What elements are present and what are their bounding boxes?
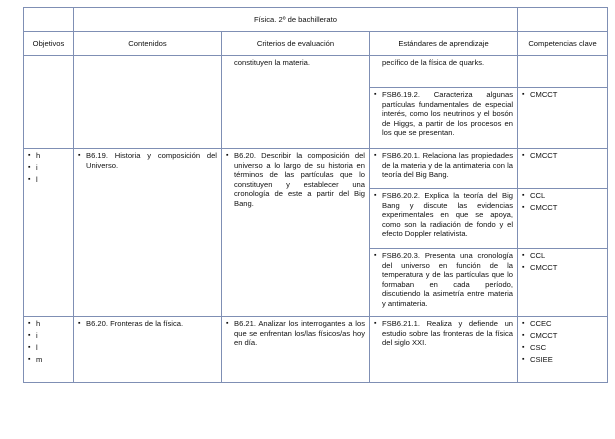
criterion-text: B6.21. Analizar los interrogantes a los que se enfrentan los/las físicos/as hoy en día.: [234, 319, 365, 348]
table-title: Física. 2º de bachillerato: [74, 8, 518, 32]
competencias-cell: [518, 56, 608, 88]
table-row: [24, 56, 608, 88]
contenidos-cell: ▪ B6.20. Fronteras de la física.: [74, 317, 222, 383]
competence-item: CSIEE: [530, 355, 553, 364]
competence-item: CMCCT: [530, 90, 558, 99]
curriculum-table: [23, 7, 608, 383]
blank-corner-cell: [518, 8, 608, 32]
standard-cell: ▪ FSB6.20.1. Relaciona las propiedades de la materia y de la antimateria con la teoría del Big Bang.: [370, 149, 518, 189]
header-criterios: Criterios de evaluación: [222, 32, 370, 56]
standard-text: FSB6.19.2. Caracteriza algunas partículas fundamentales de especial interés, como los neutrinos y el bosón de Higgs, a partir de los procesos en los que se presentan.: [382, 90, 514, 138]
standard-text: FSB6.20.3. Presenta una cronología del universo en función de la temperatura y de las partículas que lo formaban en cada período, discutiendo la asimetría entre materia y antimateria.: [382, 251, 514, 308]
objective-item: i: [36, 163, 38, 172]
contenidos-cell: [74, 56, 222, 149]
objetivos-cell: ▪ h ▪ i ▪ l: [24, 149, 74, 317]
standard-cell: ▪ FSB6.21.1. Realiza y defiende un estudio sobre las fronteras de la física del siglo XXI.: [370, 317, 518, 383]
header-competencias: Competencias clave: [518, 32, 608, 56]
competencias-cell: ▪ CMCCT: [518, 88, 608, 149]
competencias-cell: ▪ CMCCT: [518, 149, 608, 189]
competence-item: CMCCT: [530, 203, 558, 212]
criterion-text: B6.20. Describir la composición del universo a lo largo de su historia en términos de las partículas que lo constituyen y establecer una cronología de este a partir del Big Bang.: [234, 151, 365, 208]
competence-item: CCEC: [530, 319, 552, 328]
criterios-cell: ▪ B6.20. Describir la composición del universo a lo largo de su historia en términos de las partículas que lo constituyen y establecer una cronología de este a partir del Big Bang.: [222, 149, 370, 317]
header-contenidos: Contenidos: [74, 32, 222, 56]
objective-item: l: [36, 343, 38, 352]
standard-cell: ▪ FSB6.20.3. Presenta una cronología del universo en función de la temperatura y de las partículas que lo formaban en cada período, discutiendo la asimetría entre materia y antimateria.: [370, 249, 518, 317]
competence-item: CMCCT: [530, 331, 558, 340]
competence-item: CSC: [530, 343, 547, 352]
competencias-cell: ▪ CCEC ▪ CMCCT ▪ CSC ▪ CSIEE: [518, 317, 608, 383]
objective-item: m: [36, 355, 43, 364]
criterion-text: constituyen la materia.: [234, 58, 310, 67]
standard-cell: ▪ FSB6.20.2. Explica la teoría del Big Bang y discute las evidencias experimentales en que se apoya, como son la radiación de fondo y el efecto Doppler relativista.: [370, 189, 518, 249]
table-row: [24, 149, 608, 189]
criterios-cell: [222, 56, 370, 149]
standard-cell: ▪ FSB6.19.2. Caracteriza algunas partículas fundamentales de especial interés, como los neutrinos y el bosón de Higgs, a partir de los procesos en los que se presentan.: [370, 88, 518, 149]
contenidos-cell: ▪ B6.19. Historia y composición del Universo.: [74, 149, 222, 317]
content-text: B6.19. Historia y composición del Universo.: [86, 151, 217, 170]
standard-text: FSB6.21.1. Realiza y defiende un estudio sobre las fronteras de la física del siglo XXI.: [382, 319, 514, 348]
header-objetivos: Objetivos: [24, 32, 74, 56]
criterios-cell: ▪ B6.21. Analizar los interrogantes a los que se enfrentan los/las físicos/as hoy en día.: [222, 317, 370, 383]
objetivos-cell: ▪ h ▪ i ▪ l ▪ m: [24, 317, 74, 383]
content-text: B6.20. Fronteras de la física.: [86, 319, 184, 328]
objective-item: h: [36, 319, 41, 328]
objetivos-cell: [24, 56, 74, 149]
competence-item: CMCCT: [530, 151, 558, 160]
standard-cell: [370, 56, 518, 88]
competencias-cell: ▪ CCL ▪ CMCCT: [518, 189, 608, 249]
competence-item: CCL: [530, 191, 546, 200]
objective-item: h: [36, 151, 41, 160]
standard-text: FSB6.20.2. Explica la teoría del Big Bang y discute las evidencias experimentales en que se apoya, como son la radiación de fondo y el efecto Doppler relativista.: [382, 191, 514, 239]
header-estandares: Estándares de aprendizaje: [370, 32, 518, 56]
competence-item: CCL: [530, 251, 546, 260]
objective-item: l: [36, 175, 38, 184]
competence-item: CMCCT: [530, 263, 558, 272]
standard-text: pecífico de la física de quarks.: [382, 58, 485, 67]
standard-text: FSB6.20.1. Relaciona las propiedades de la materia y de la antimateria con la teoría del Big Bang.: [382, 151, 514, 180]
blank-corner-cell: [24, 8, 74, 32]
table-row: [24, 317, 608, 383]
competencias-cell: ▪ CCL ▪ CMCCT: [518, 249, 608, 317]
objective-item: i: [36, 331, 38, 340]
